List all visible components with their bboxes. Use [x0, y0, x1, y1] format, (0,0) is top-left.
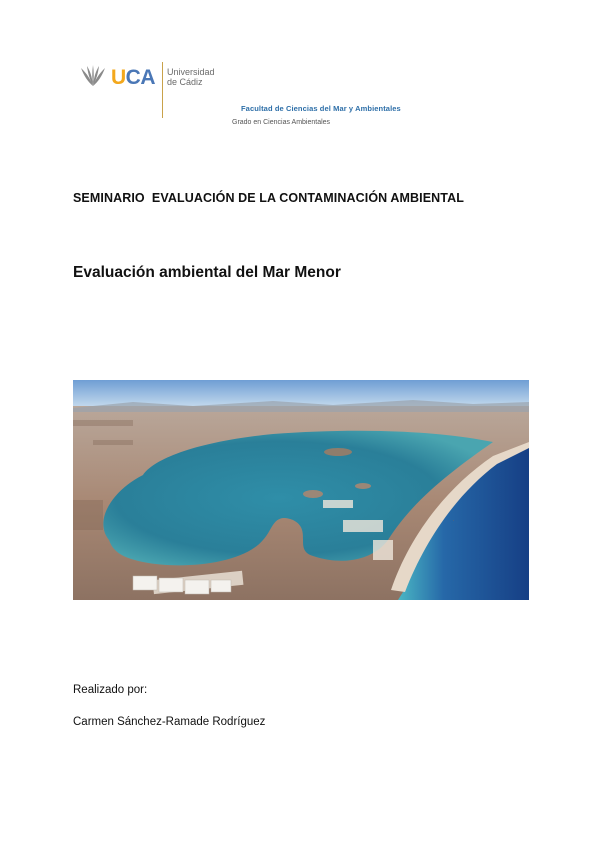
university-logo: [78, 62, 228, 120]
aerial-view-mar-menor-image: [73, 380, 529, 600]
university-name-line1: Universidad: [167, 67, 215, 77]
wreath-emblem-icon: [78, 64, 108, 88]
faculty-name: Facultad de Ciencias del Mar y Ambientales: [241, 104, 401, 113]
university-name: [167, 67, 215, 87]
logo-divider: [162, 62, 163, 118]
seminar-heading: SEMINARIO EVALUACIÓN DE LA CONTAMINACIÓN AMBIENTAL: [73, 191, 464, 205]
university-name-line2: de Cádiz: [167, 77, 203, 87]
uca-acronym: UCA: [111, 66, 156, 89]
author-name: Carmen Sánchez-Ramade Rodríguez: [73, 716, 266, 728]
realizado-label: Realizado por:: [73, 684, 148, 696]
document-title: Evaluación ambiental del Mar Menor: [73, 264, 341, 281]
degree-name: Grado en Ciencias Ambientales: [232, 119, 331, 126]
